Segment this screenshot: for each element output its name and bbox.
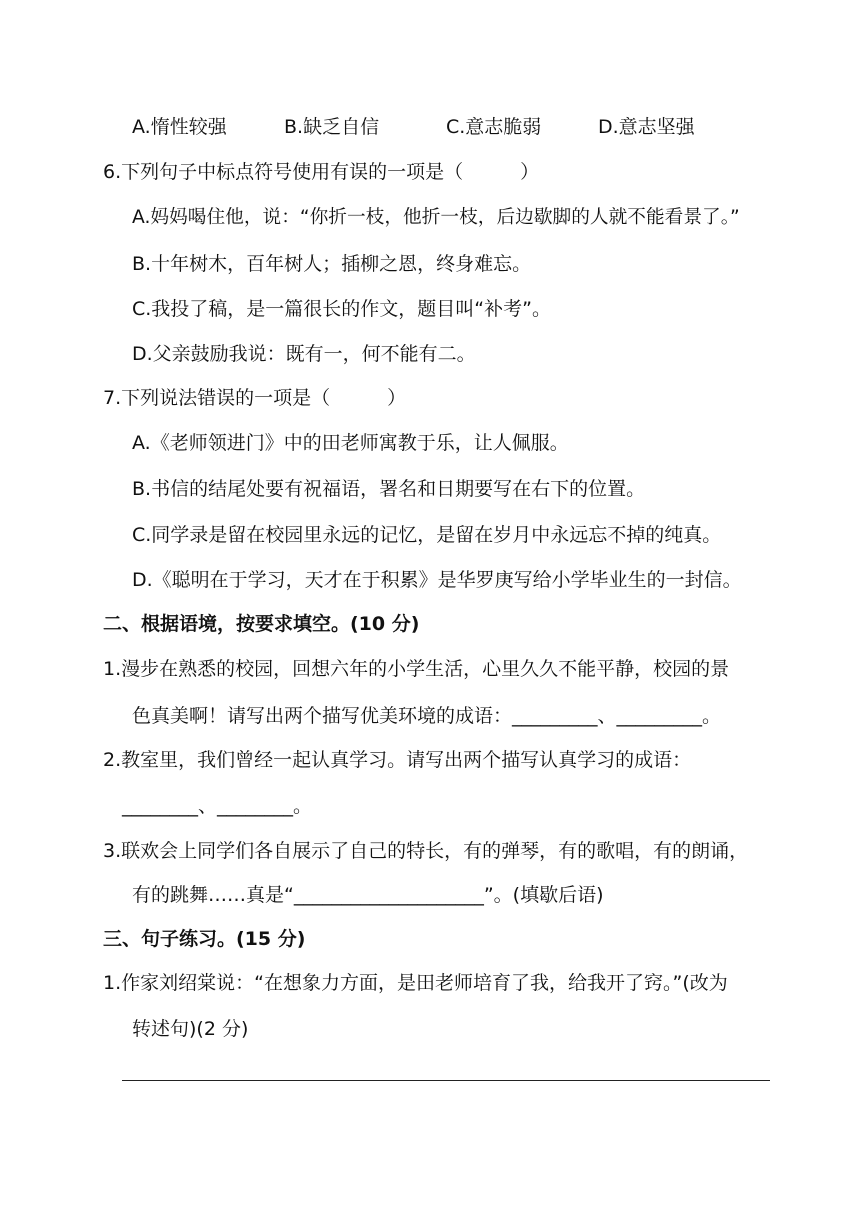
q5-option-a: A.惰性较强 — [132, 116, 227, 138]
q7-option-c: C.同学录是留在校园里永远的记忆，是留在岁月中永远忘不掉的纯真。 — [132, 524, 722, 546]
s2-q2-line2: ________、________。 — [122, 795, 313, 817]
q5-option-b: B.缺乏自信 — [284, 116, 380, 138]
q5-option-c: C.意志脆弱 — [446, 116, 542, 138]
s2-q1-line2: 色真美啊！请写出两个描写优美环境的成语：_________、_________。 — [132, 705, 722, 727]
answer-line[interactable] — [122, 1080, 770, 1081]
q7-option-b: B.书信的结尾处要有祝福语，署名和日期要写在右下的位置。 — [132, 478, 646, 500]
q6-option-b: B.十年树木，百年树人；插柳之恩，终身难忘。 — [132, 253, 532, 275]
q6-stem: 6.下列句子中标点符号使用有误的一项是（ ） — [103, 161, 540, 183]
q7-option-d: D.《聪明在于学习，天才在于积累》是华罗庚写给小学毕业生的一封信。 — [132, 569, 742, 591]
q6-option-d: D.父亲鼓励我说：既有一，何不能有二。 — [132, 343, 476, 365]
s2-q2-line1: 2.教室里，我们曾经一起认真学习。请写出两个描写认真学习的成语： — [103, 749, 692, 771]
s3-q1-line2: 转述句)(2 分) — [132, 1018, 249, 1040]
section3-heading: 三、句子练习。(15 分) — [103, 928, 306, 950]
section2-heading: 二、根据语境，按要求填空。(10 分) — [103, 613, 420, 635]
s2-q3-line2: 有的跳舞……真是“____________________”。(填歇后语) — [132, 884, 604, 906]
s2-q1-line1: 1.漫步在熟悉的校园，回想六年的小学生活，心里久久不能平静，校园的景 — [103, 658, 730, 680]
s3-q1-line1: 1.作家刘绍棠说：“在想象力方面，是田老师培育了我，给我开了窍。”(改为 — [103, 972, 728, 994]
q5-option-d: D.意志坚强 — [598, 116, 695, 138]
q6-option-a: A.妈妈喝住他，说：“你折一枝，他折一枝，后边歇脚的人就不能看景了。” — [132, 207, 740, 228]
q7-stem: 7.下列说法错误的一项是（ ） — [103, 387, 407, 409]
q7-option-a: A.《老师领进门》中的田老师寓教于乐，让人佩服。 — [132, 432, 569, 454]
q6-option-c: C.我投了稿，是一篇很长的作文，题目叫“补考”。 — [132, 298, 551, 320]
s2-q3-line1: 3.联欢会上同学们各自展示了自己的特长，有的弹琴，有的歌唱，有的朗诵， — [103, 840, 749, 862]
